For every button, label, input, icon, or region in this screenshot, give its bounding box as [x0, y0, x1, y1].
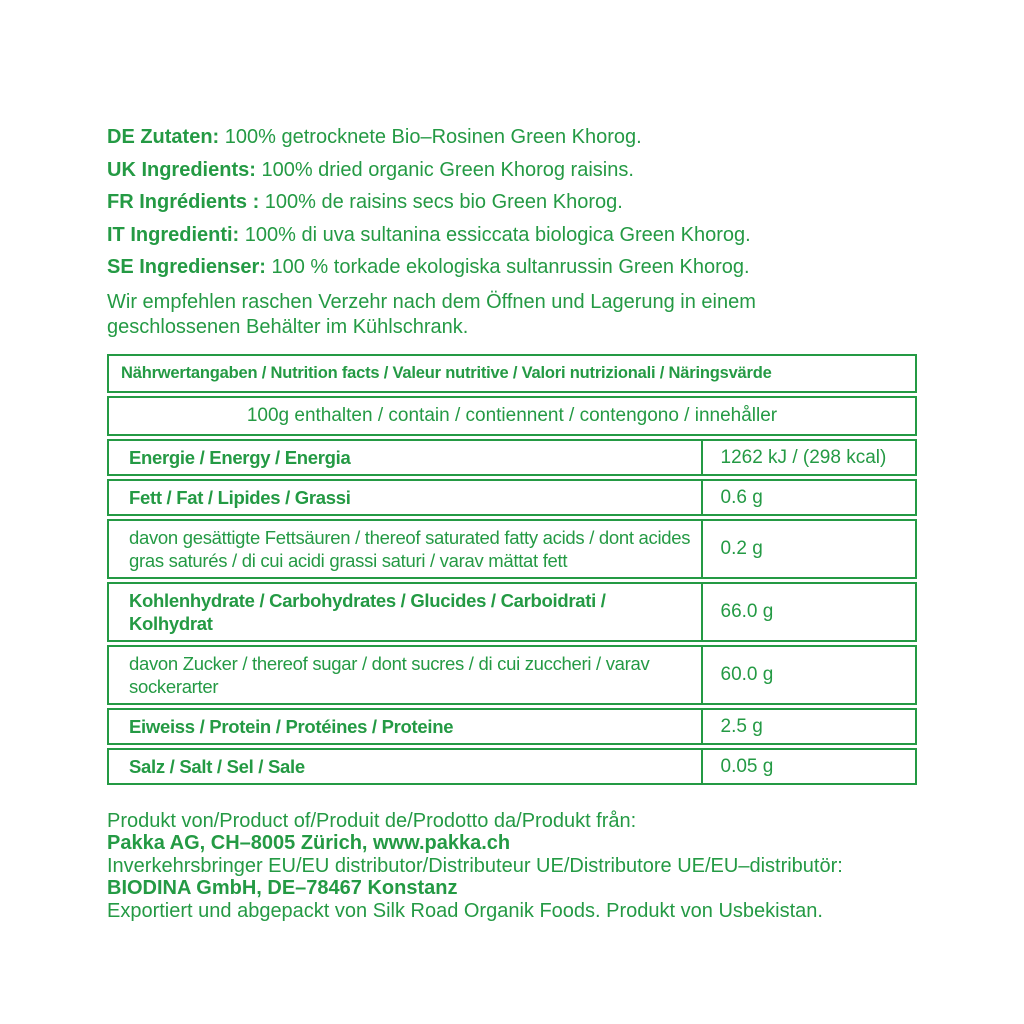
footer-line: Inverkehrsbringer EU/EU distributor/Distributeur UE/Distributore UE/EU–distributör:	[107, 854, 843, 877]
table-row	[107, 748, 917, 785]
ingredient-language-prefix: IT Ingredienti:	[107, 223, 240, 246]
footer-line: Pakka AG, CH–8005 Zürich, www.pakka.ch	[107, 832, 511, 854]
ingredient-line	[107, 121, 967, 154]
row-value: 0.2 g	[720, 538, 763, 559]
footer-line: Exportiert und abgepackt von Silk Road Organik Foods. Produkt von Usbekistan.	[107, 899, 823, 922]
table-row	[107, 708, 917, 745]
row-value: 60.0 g	[720, 664, 774, 685]
ingredient-text: 100% getrocknete Bio–Rosinen Green Khorog.	[224, 126, 642, 148]
row-value: 66.0 g	[720, 601, 774, 622]
row-label: davon gesättigte Fettsäuren / thereof saturated fatty acids / dont acides gras saturés / di cui acidi grassi saturi / varav mättat fett	[109, 521, 703, 577]
footer	[107, 810, 1024, 923]
table-row	[107, 645, 917, 705]
table-body	[107, 439, 917, 785]
row-label: Kohlenhydrate / Carbohydrates / Glucides / Carboidrati / Kolhydrat	[109, 584, 703, 640]
ingredient-line	[107, 251, 967, 284]
table-subtitle-row	[107, 396, 917, 436]
row-label: Salz / Salt / Sel / Sale	[109, 750, 703, 783]
row-value: 1262 kJ / (298 kcal)	[720, 446, 887, 468]
ingredient-line	[107, 219, 967, 252]
ingredient-line	[107, 154, 967, 187]
ingredient-text: 100% di uva sultanina essiccata biologica Green Khorog.	[244, 223, 751, 246]
nutrition-table	[107, 354, 917, 785]
ingredient-language-prefix: UK Ingredients:	[107, 158, 256, 181]
ingredient-language-prefix: FR Ingrédients :	[107, 191, 260, 213]
table-row	[107, 439, 917, 476]
ingredient-text: 100% de raisins secs bio Green Khorog.	[264, 191, 623, 213]
ingredient-language-prefix: SE Ingredienser:	[107, 256, 266, 278]
table-title: Nährwertangaben / Nutrition facts / Valeur nutritive / Valori nutrizionali / Näringsvärde	[121, 363, 772, 382]
row-label: Energie / Energy / Energia	[109, 441, 703, 474]
row-label: Fett / Fat / Lipides / Grassi	[109, 481, 703, 514]
row-value: 2.5 g	[720, 715, 763, 737]
row-label: Eiweiss / Protein / Protéines / Proteine	[109, 710, 703, 743]
footer-line: BIODINA GmbH, DE–78467 Konstanz	[107, 877, 458, 899]
row-label: davon Zucker / thereof sugar / dont sucres / di cui zuccheri / varav sockerarter	[109, 647, 703, 703]
ingredient-line	[107, 186, 967, 219]
table-row	[107, 479, 917, 516]
footer-line: Produkt von/Product of/Produit de/Prodotto da/Produkt från:	[107, 809, 637, 832]
row-value: 0.6 g	[720, 486, 763, 508]
table-title-row	[107, 354, 917, 393]
table-row	[107, 519, 917, 579]
ingredients-list	[107, 121, 967, 284]
ingredient-text: 100% dried organic Green Khorog raisins.	[261, 158, 634, 181]
ingredient-text: 100 % torkade ekologiska sultanrussin Green Khorog.	[271, 256, 750, 278]
table-subtitle: 100g enthalten / contain / contiennent / contengono / innehåller	[246, 404, 778, 426]
row-value: 0.05 g	[720, 755, 774, 777]
ingredient-language-prefix: DE Zutaten:	[107, 126, 220, 148]
storage-note: Wir empfehlen raschen Verzehr nach dem Öffnen und Lagerung in einem geschlossenen Behälter im Kühlschrank.	[107, 290, 756, 338]
table-row	[107, 582, 917, 642]
